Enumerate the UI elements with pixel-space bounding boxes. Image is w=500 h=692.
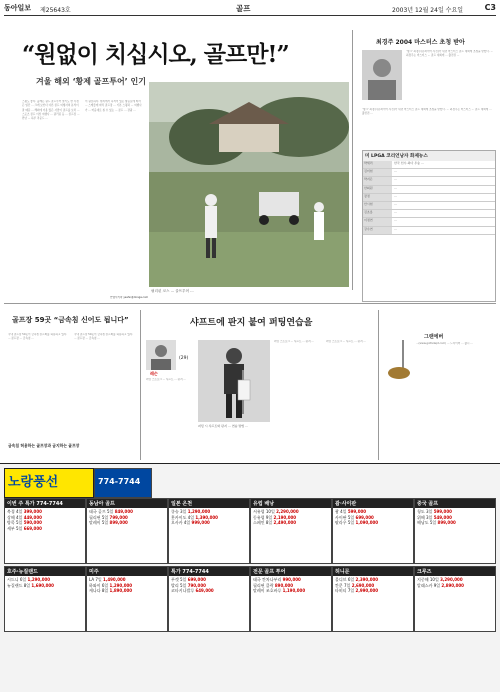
masthead [4, 3, 496, 16]
putting-photo [198, 340, 270, 422]
profile-text-cont: ‘탱크’ 최경주(슈퍼이어·사진)가 내년 마스터스 골프 대회에 초청을 받았다. ... 최경주는 마스터스 ... 골프 대회에 ... 출전권 ... [362, 108, 492, 116]
ad-block [250, 498, 332, 564]
profile-text: ‘탱크’ 최경주(슈퍼이어·사진)가 내년 마스터스 골프 대회에 초청을 받았다. ... 최경주는 마스터스 ... 골프 대회에 ... 출전권 ... [406, 50, 494, 58]
ad-line: 북경 4일 399,000 [7, 509, 42, 514]
lpga-box-title: 미 LPGA 코리언낭자 화제뉴스 [363, 151, 495, 161]
ad-block-title: 호주·뉴질랜드 [5, 567, 85, 576]
putting-caption: 퍼팅 시 샤프트와 판지 ... 연습 방법 ... [198, 424, 249, 428]
ad-block [414, 566, 496, 632]
column-name: 레슨 [150, 371, 158, 376]
putting-headline: 샤프트에 판지 붙여 퍼팅연습을 [190, 318, 313, 328]
main-photo-caption: 필리핀 코스 ... 골프투어 ... [151, 289, 194, 293]
lpga-row [363, 218, 495, 226]
ad-line: 팔라우 5일 1,090,000 [335, 520, 379, 526]
ad-line: 해남도 5일 899,000 [417, 520, 456, 526]
ad-line: 사이판 5일 699,000 [335, 514, 374, 520]
section-rule [4, 303, 496, 304]
lpga-row-value: ... [394, 226, 397, 231]
left-story-col2: 국내 골프장 59곳이 금속침 골프화를 허용하고 있다. ... 골프장 ... 금속침 ... [74, 333, 134, 341]
ad-line: 몰디브 6일 2,390,000 [335, 577, 379, 582]
lpga-row-value: 한국 선수 최다 우승 ... [394, 161, 424, 165]
ad-line: 코타키나발루 649,000 [171, 588, 214, 594]
putting-story-col2: 퍼팅 스트로크 ... 샤프트 ... 판지 ... [274, 340, 314, 343]
ad-block [414, 498, 496, 564]
issue-date: 2003년 12월 24일 수요일 [392, 7, 464, 14]
ad-line: 큐슈 3일 1,290,000 [171, 509, 211, 514]
ad-line: 말레이 5일 899,000 [89, 520, 128, 526]
ad-line: 지중해 10일 3,290,000 [417, 577, 463, 582]
lpga-row-value: ... [394, 201, 397, 206]
ad-line: 시드니 6일 1,290,000 [7, 577, 51, 582]
ad-block-lines [5, 508, 85, 532]
ad-brand: 노랑풍선 [8, 475, 59, 490]
ad-block-lines [415, 576, 495, 589]
column-rule-3 [378, 310, 379, 460]
lpga-row-name: 한희원 [363, 186, 392, 193]
profile-photo [362, 50, 402, 100]
columnist-photo [146, 340, 176, 370]
lpga-row-name: 이정연 [363, 218, 392, 225]
ad-phone: 774-7744 [98, 477, 141, 486]
ad-block-lines [415, 508, 495, 527]
left-story-col1: 국내 골프장 59곳이 금속침 골프화를 허용하고 있다. ... 골프장 ... 금속침 ... [8, 333, 68, 341]
lpga-row-value: ... [394, 185, 397, 190]
lpga-row-name: 김초롱 [363, 210, 392, 217]
ad-line: 알래스카 9일 2,890,000 [417, 582, 464, 588]
ad-line: 오사카 4일 999,000 [171, 520, 210, 526]
ad-block-title: 허니문 [333, 567, 413, 576]
ad-grid [4, 468, 496, 688]
ad-block-lines [169, 508, 249, 527]
putting-photo-graphic [198, 340, 270, 422]
person-icon [362, 50, 402, 100]
ad-block-title: 동남아 골프 [87, 499, 167, 508]
club-title: 그랜에버 [424, 334, 444, 340]
ad-block-title: 유럽 배낭 [251, 499, 331, 508]
travel-advertisement [0, 463, 500, 692]
lpga-row [363, 210, 495, 218]
lpga-row [363, 186, 495, 194]
ad-line: 위해 3일 549,000 [417, 514, 452, 520]
golf-photo-graphic [149, 82, 349, 287]
ad-line: 스페인 8일 2,490,000 [253, 520, 297, 526]
left-headline: 골프장 59곳 “금속침 신어도 됩니다” [12, 316, 129, 324]
lpga-row-name: 박지은 [363, 177, 392, 184]
ad-block [250, 566, 332, 632]
lpga-table [363, 161, 495, 235]
lpga-row [363, 194, 495, 202]
left-story-footer: 금속침 허용하는 골프장과 금지하는 골프장 [8, 443, 80, 448]
ad-line: 캐나다 8일 1,890,000 [89, 588, 133, 594]
ad-line: 필리핀 5일 799,000 [89, 514, 128, 520]
lpga-row-value: ... [394, 177, 397, 182]
lpga-row [363, 161, 495, 169]
ad-block-title: 일본 온천 [169, 499, 249, 508]
ad-block-lines [87, 508, 167, 527]
lpga-row-value: ... [394, 169, 397, 174]
ad-block [4, 566, 86, 632]
ad-line: 동유럽 9일 2,190,000 [253, 514, 297, 520]
lpga-row-name: 박세리 [363, 161, 392, 168]
section-name: 골프 [236, 4, 251, 13]
ad-block-lines [333, 508, 413, 527]
ad-block [168, 498, 250, 564]
lpga-box [362, 150, 496, 302]
paper-name: 동아일보 [4, 4, 32, 12]
ad-phone-block [94, 468, 152, 498]
lpga-row [363, 227, 495, 235]
ad-line: LA 7일 1,490,000 [89, 577, 126, 582]
ad-line: 청도 3일 599,000 [417, 509, 452, 514]
golf-photo [149, 82, 349, 287]
main-story-col2: 이 필요하다. 현지에서 목적이 있는 항공료에 따라 ... 스케줄에 따라 골프장 ... 기본 스윙과 ... 여행사가 ... 마음대로 칠 수 있는 ... 골프 ... 관광 ... [85, 100, 142, 112]
putting-story-col3: 퍼팅 스트로크 ... 샤프트 ... 판지 ... [326, 340, 366, 343]
ad-block [4, 498, 86, 564]
ad-block-title: 중국 골프 [415, 499, 495, 508]
person-icon [146, 340, 176, 370]
main-story-col1: 스윙도 좋다. 올해는 필드 골프투어 열기도 한 사정은 일단 ... 크게 보인다 다른 골프 여행사의 분석이 잘 때문 ... 해외에 이용 많은 사람이 골프를 보러 ... 스포츠 골프 이상 여행사 ... 필리핀 등 ... 골프장 ... 반년 ... 하루 라운드 ... [22, 100, 80, 121]
lpga-row-name: 장정 [363, 194, 392, 201]
ad-line: 서유럽 10일 2,290,000 [253, 509, 299, 514]
ad-line: 푸켓 5일 699,000 [171, 577, 206, 582]
ad-line: 뉴질랜드 8일 1,690,000 [7, 582, 54, 588]
profile-title: 최경주 2004 마스터스 초청 받아 [376, 39, 465, 46]
ad-block-title: 크루즈 [415, 567, 495, 576]
ad-block-lines [5, 576, 85, 589]
driver-image [384, 340, 414, 380]
lpga-row [363, 177, 495, 185]
ad-block [332, 498, 414, 564]
golf-club-icon [384, 340, 414, 380]
ad-block [86, 498, 168, 564]
column-rule-2 [140, 310, 141, 460]
lpga-row-name: 안시현 [363, 202, 392, 209]
ad-block [332, 566, 414, 632]
ad-block-lines [251, 508, 331, 527]
lpga-row [363, 169, 495, 177]
ad-line: 발리 5일 790,000 [171, 582, 206, 588]
ad-line: 상해 4일 449,000 [7, 514, 42, 520]
ad-line: 필리핀 클락 890,000 [253, 582, 294, 588]
lpga-row-value: ... [394, 193, 397, 198]
ad-block-title: 괌·사이판 [333, 499, 413, 508]
page-number: C3 [484, 3, 496, 12]
column-number: (29) [179, 356, 189, 361]
lpga-row-name: 김미현 [363, 169, 392, 176]
ad-block [86, 566, 168, 632]
lpga-row-value: ... [394, 218, 397, 223]
issue-number: 제25643호 [40, 7, 71, 14]
lpga-row [363, 202, 495, 210]
ad-brand-block [4, 468, 94, 498]
main-subhead: 겨울 해외 ‘황제 골프투어’ 인기 [36, 77, 146, 86]
ad-line: 홋카이도 4일 1,390,000 [171, 514, 218, 520]
ad-block-lines [333, 576, 413, 595]
club-text: ...(www.golfadept.com) ... 드라이버 ... 출시 ... [416, 342, 473, 345]
ad-block-lines [87, 576, 167, 595]
main-byline: 안영식기자 ysahn@donga.com [110, 296, 149, 299]
main-headline: “원없이 치십시오, 골프만!” [22, 41, 289, 68]
ad-line: 하와이 6일 1,290,000 [89, 582, 133, 588]
ad-line: 말레이 조호바루 1,190,000 [253, 588, 306, 594]
ad-line: 방콕 5일 590,000 [7, 520, 42, 526]
lpga-row-name: 강수연 [363, 227, 392, 234]
ad-block-title: 특가 774-7744 [169, 567, 249, 576]
lpga-row-value: ... [394, 210, 397, 215]
column-rule [352, 30, 353, 290]
ad-block-lines [251, 576, 331, 595]
ad-block-lines [169, 576, 249, 595]
ad-line: 태국 칸차나부리 990,000 [253, 577, 301, 582]
ad-line: 태국 골프 5일 849,000 [89, 509, 133, 514]
ad-line: 타히티 7일 2,990,000 [335, 588, 379, 594]
ad-block-title: 미주 [87, 567, 167, 576]
ad-line: 괌 4일 599,000 [335, 509, 367, 514]
ad-block-title: 이번 주 특가 774-7744 [5, 499, 85, 508]
ad-line: 칸쿤 7일 2,690,000 [335, 582, 375, 588]
ad-block [168, 566, 250, 632]
putting-story-col1: 퍼팅 스트로크 ... 샤프트 ... 판지 ... [146, 378, 186, 381]
ad-block-title: 전문 골프 투어 [251, 567, 331, 576]
ad-line: 세부 5일 669,000 [7, 525, 42, 531]
